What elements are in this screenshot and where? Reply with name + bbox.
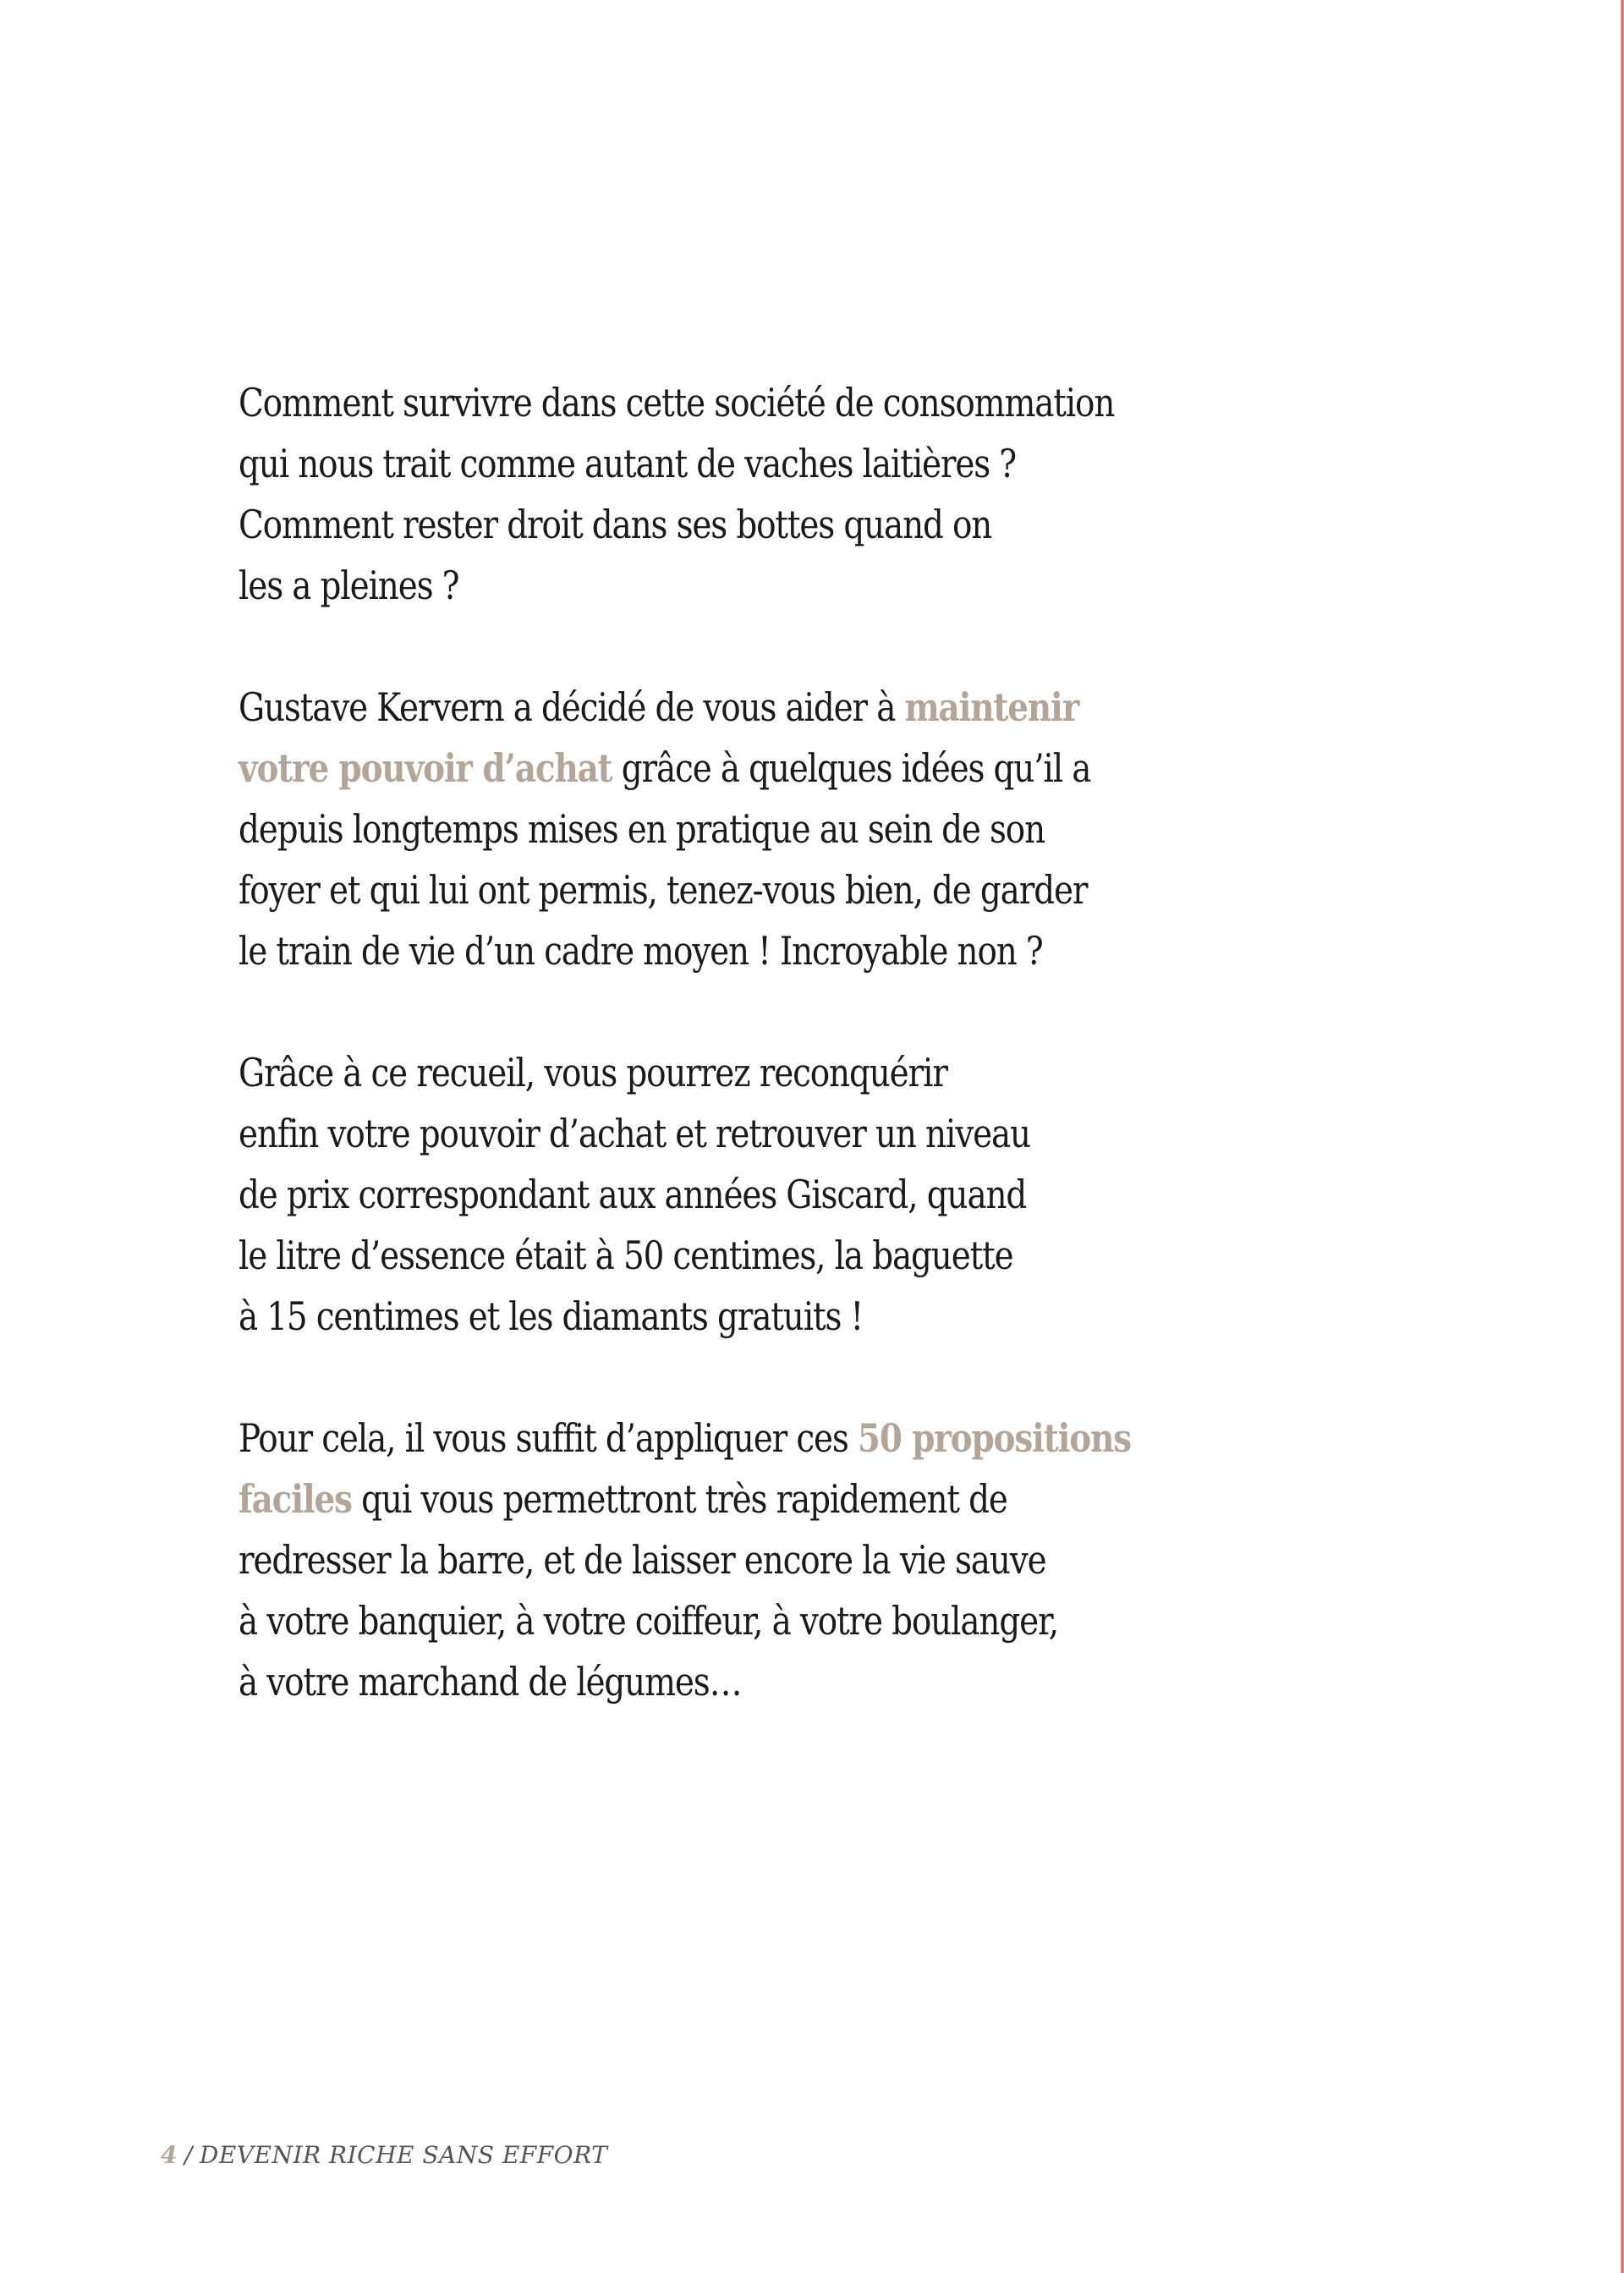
text-segment: Pour cela, il vous suffit d’appliquer ces [239,1415,858,1461]
page-number: 4 [161,2141,178,2169]
text-segment: enfin votre pouvoir d’achat et retrouver un niveau [239,1111,1030,1156]
text-line [239,1469,1352,1529]
text-line [239,1529,1352,1590]
text-line [239,1286,1352,1347]
text-line [239,1408,1352,1469]
text-line [239,433,1352,494]
text-line [239,738,1352,799]
text-line [239,677,1352,738]
text-line [239,1225,1352,1286]
highlighted-text: faciles [239,1476,352,1522]
text-segment: qui vous permettront très rapidement de [351,1476,1007,1522]
text-segment: de prix correspondant aux années Giscard, quand [239,1172,1027,1217]
text-line [239,920,1352,981]
text-line [239,1042,1352,1103]
text-segment: Comment rester droit dans ses bottes quand on [239,502,992,547]
text-line [239,1590,1352,1651]
text-segment: à votre banquier, à votre coiffeur, à votre boulanger, [239,1598,1058,1644]
body-text [239,372,1423,1773]
text-line [239,494,1352,555]
paragraph [239,372,1423,616]
page-footer [161,2141,607,2169]
text-segment: Gustave Kervern a décidé de vous aider à [239,684,905,730]
text-line [239,372,1352,433]
text-line [239,799,1352,859]
text-segment: les a pleines ? [239,563,459,608]
text-segment: depuis longtemps mises en pratique au sein de son [239,806,1045,852]
text-segment: le litre d’essence était à 50 centimes, la baguette [239,1233,1013,1278]
text-segment: Comment survivre dans cette société de consommation [239,380,1115,426]
paragraph [239,677,1423,981]
book-title: DEVENIR RICHE SANS EFFORT [199,2141,608,2169]
highlighted-text: 50 propositions [857,1415,1132,1461]
text-line [239,1164,1352,1225]
highlighted-text: votre pouvoir d’achat [239,745,612,791]
text-line [239,1651,1352,1712]
page-edge-accent [1621,0,1623,2273]
text-segment: foyer et qui lui ont permis, tenez-vous bien, de garder [239,867,1088,913]
paragraph [239,1042,1423,1347]
text-line [239,1103,1352,1164]
text-line [239,555,1352,616]
text-segment: à 15 centimes et les diamants gratuits ! [239,1293,864,1339]
text-segment: à votre marchand de légumes… [239,1659,742,1705]
highlighted-text: maintenir [904,684,1079,730]
text-segment: le train de vie d’un cadre moyen ! Incroyable non ? [239,928,1043,974]
paragraph [239,1408,1423,1712]
text-line [239,859,1352,920]
text-segment: redresser la barre, et de laisser encore la vie sauve [239,1537,1046,1583]
footer-separator: / [184,2141,193,2169]
text-segment: grâce à quelques idées qu’il a [612,745,1091,791]
text-segment: qui nous trait comme autant de vaches laitières ? [239,441,1017,486]
text-segment: Grâce à ce recueil, vous pourrez reconquérir [239,1050,947,1095]
